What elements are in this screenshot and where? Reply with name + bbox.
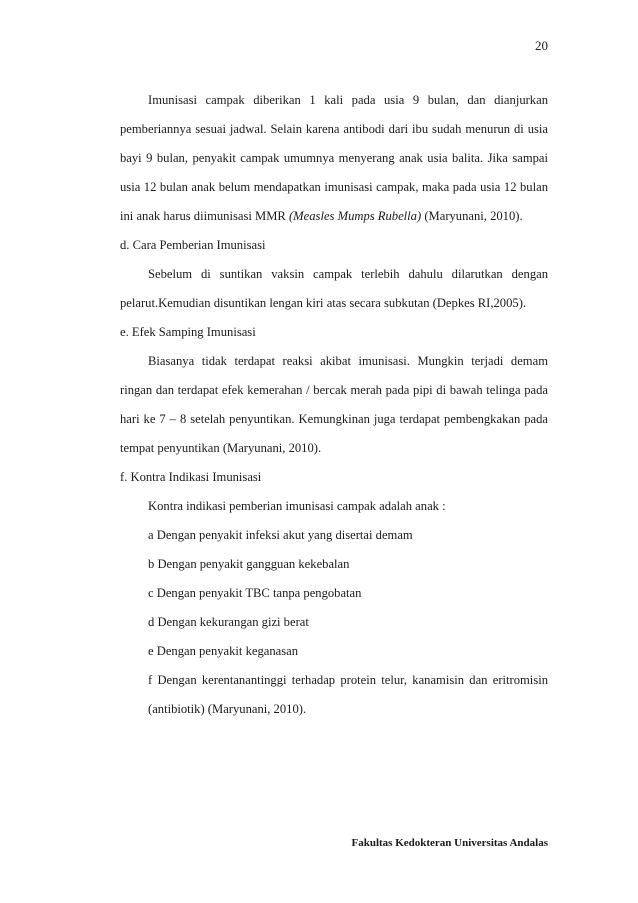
list-item: a Dengan penyakit infeksi akut yang disertai demam (148, 528, 413, 542)
heading-section-e: e. Efek Samping Imunisasi (120, 325, 256, 339)
paragraph-measles-immunization (120, 86, 548, 231)
list-item: e Dengan penyakit keganasan (148, 644, 299, 658)
paragraph-section-f-intro: Kontra indikasi pemberian imunisasi campak adalah anak : (148, 499, 446, 513)
paragraph-section-d: Sebelum di suntikan vaksin campak terlebih dahulu dilarutkan dengan pelarut.Kemudian disuntikan lengan kiri atas secara subkutan (Depkes RI,2005). (120, 267, 548, 310)
page-number: 20 (535, 38, 548, 53)
page-body (120, 86, 548, 724)
paragraph-section-e: Biasanya tidak terdapat reaksi akibat imunisasi. Mungkin terjadi demam ringan dan terdapat efek kemerahan / bercak merah pada pipi di bawah telinga pada hari ke 7 – 8 setelah penyuntikan. Kemungkinan juga terdapat pembengkakan pada tempat penyuntikan (Maryunani, 2010). (120, 354, 548, 455)
page-footer: Fakultas Kedokteran Universitas Andalas (351, 837, 548, 849)
paragraph-citation: (Maryunani, 2010). (421, 209, 523, 223)
heading-section-f: f. Kontra Indikasi Imunisasi (120, 470, 262, 484)
list-item-last-line1: f Dengan kerentanantinggi terhadap protein telur, kanamisin dan eritromisin (148, 673, 548, 687)
list-item: d Dengan kekurangan gizi berat (148, 615, 309, 629)
list-item: b Dengan penyakit gangguan kekebalan (148, 557, 350, 571)
list-item-last-line2: (antibiotik) (Maryunani, 2010). (148, 702, 307, 716)
italic-term: (Measles Mumps Rubella) (288, 209, 422, 223)
heading-section-d: d. Cara Pemberian Imunisasi (120, 238, 266, 252)
list-item: c Dengan penyakit TBC tanpa pengobatan (148, 586, 362, 600)
paragraph-text: Imunisasi campak diberikan 1 kali pada usia 9 bulan, dan dianjurkan pemberiannya sesuai jadwal. Selain karena antibodi dari ibu sudah menurun di usia bayi 9 bulan, penyakit campak umumnya menyerang anak usia balita. Jika sampai usia 12 bulan anak belum mendapatkan imunisasi campak, maka pada usia 12 bulan ini anak harus diimunisasi MMR (120, 93, 548, 223)
